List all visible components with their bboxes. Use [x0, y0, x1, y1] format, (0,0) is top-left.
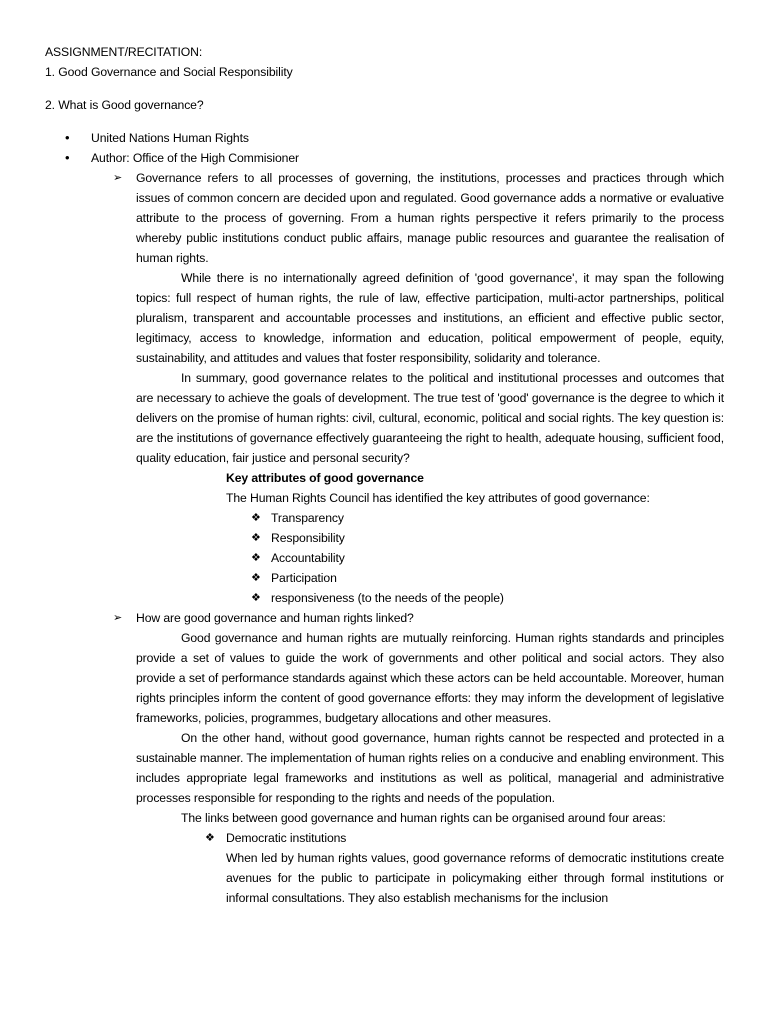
- diamond-bullet-icon: ❖: [251, 552, 261, 564]
- area-title: Democratic institutions: [226, 831, 347, 845]
- author-item: • Author: Office of the High Commisioner: [45, 148, 724, 168]
- four-areas-paragraph: The links between good governance and human rights can be organised around four areas:: [181, 811, 666, 825]
- source-item: • United Nations Human Rights: [45, 128, 724, 148]
- linked-paragraph-2: On the other hand, without good governance, human rights cannot be respected and protected in a sustainable manner. The implementation of human rights relies on a conducive and enabling environment. This includes appropriate legal frameworks and institutions as well as political, managerial and administrative processes responsible for responding to the rights and needs of the population.: [136, 731, 724, 805]
- topics-paragraph: While there is no internationally agreed definition of 'good governance', it may span the following topics: full respect of human rights, the rule of law, effective participation, multi-actor partnerships, political pluralism, transparent and accountable processes and institutions, an efficient and effective public sector, legitimacy, access to knowledge, information and education, political empowerment of people, equity, sustainability, and attitudes and values that foster responsibility, solidarity and tolerance.: [136, 271, 724, 365]
- attribute-item: ❖ Participation: [45, 568, 724, 588]
- linked-paragraph-1: Good governance and human rights are mutually reinforcing. Human rights standards and principles provide a set of values to guide the work of governments and other political and social actors. They also provide a set of performance standards against which these actors can be held accountable. Moreover, human rights principles inform the content of good governance efforts: they may inform the development of legislative frameworks, policies, programmes, budgetary allocations and other measures.: [136, 631, 724, 725]
- key-attributes-list: [45, 508, 724, 608]
- arrow-bullet-icon: ➢: [113, 172, 123, 184]
- item-1-title: 1. Good Governance and Social Responsibility: [45, 65, 293, 79]
- diamond-bullet-icon: ❖: [251, 592, 261, 604]
- linked-question: [45, 608, 724, 628]
- diamond-bullet-icon: ❖: [205, 832, 215, 844]
- key-attributes-intro: The Human Rights Council has identified the key attributes of good governance:: [226, 491, 650, 505]
- diamond-bullet-icon: ❖: [251, 572, 261, 584]
- key-attributes-section: [45, 468, 724, 508]
- diamond-bullet-icon: ❖: [251, 512, 261, 524]
- arrow-bullet-icon: ➢: [113, 612, 123, 624]
- attribute-item: ❖ Transparency: [45, 508, 724, 528]
- item-2-title: 2. What is Good governance?: [45, 98, 204, 112]
- summary-paragraph: In summary, good governance relates to the political and institutional processes and outcomes that are necessary to achieve the goals of development. The true test of 'good' governance is the degree to which it delivers on the promise of human rights: civil, cultural, economic, political and social rights. The key question is: are the institutions of governance effectively guaranteeing the right to health, adequate housing, sufficient food, quality education, fair justice and personal security?: [136, 371, 724, 465]
- governance-definition: [45, 168, 724, 268]
- area-democratic-institutions: [45, 828, 724, 848]
- assignment-header: ASSIGNMENT/RECITATION:: [45, 45, 203, 59]
- attribute-item: ❖ Responsibility: [45, 528, 724, 548]
- document-body: [45, 42, 724, 908]
- area-description: When led by human rights values, good governance reforms of democratic institutions create avenues for the public to participate in policymaking either through formal institutions or informal consultations. They also establish mechanisms for the inclusion: [226, 851, 724, 905]
- attribute-item: ❖ Accountability: [45, 548, 724, 568]
- source-list: [45, 128, 724, 168]
- key-attributes-title: Key attributes of good governance: [226, 471, 424, 485]
- diamond-bullet-icon: ❖: [251, 532, 261, 544]
- linked-question-text: How are good governance and human rights linked?: [136, 611, 414, 625]
- attribute-item: ❖ responsiveness (to the needs of the people): [45, 588, 724, 608]
- governance-definition-text: Governance refers to all processes of governing, the institutions, processes and practices through which issues of common concern are decided upon and regulated. Good governance adds a normative or evaluative attribute to the process of governing. From a human rights perspective it refers primarily to the process whereby public institutions conduct public affairs, manage public resources and guarantee the realisation of human rights.: [136, 171, 724, 265]
